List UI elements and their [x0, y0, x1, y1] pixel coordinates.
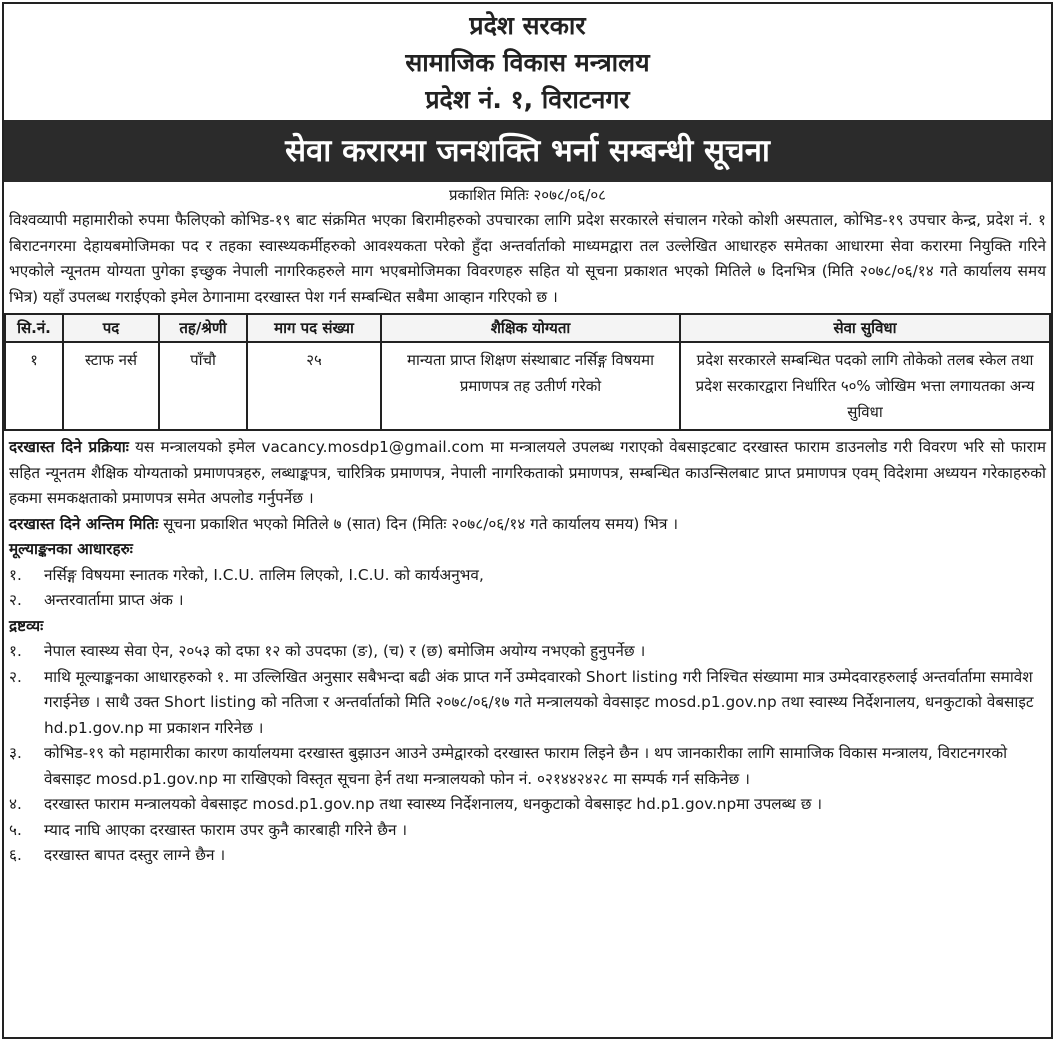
- list-item: [9, 792, 1046, 818]
- item-text: दरखास्त फाराम मन्त्रालयको वेबसाइट mosd.p1.gov.np तथा स्वास्थ्य निर्देशनालय, धनकुटाको वेबसाइट hd.p1.gov.npमा उपलब्ध छ ।: [44, 795, 823, 813]
- item-number: २.: [9, 667, 22, 686]
- item-number: २.: [9, 591, 22, 609]
- list-item: [9, 639, 1046, 665]
- list-item: [9, 588, 1046, 614]
- procedure-label: दरखास्त दिने प्रक्रियाः: [9, 438, 129, 456]
- item-number: ३.: [9, 744, 22, 762]
- cell-sn: १: [5, 342, 63, 430]
- list-item: [9, 843, 1046, 869]
- header-government: प्रदेश सरकार: [469, 11, 586, 40]
- cell-facility: प्रदेश सरकारले सम्बन्धित पदको लागि तोकेको तलब स्केल तथा प्रदेश सरकारद्वारा निर्धारित ५०% जोखिम भत्ता लगायतका अन्य सुविधा: [680, 342, 1050, 430]
- item-number: ६.: [9, 846, 22, 864]
- notes-title: द्रष्टव्यः: [9, 616, 44, 635]
- item-number: १.: [9, 642, 22, 660]
- col-header-qualification: शैक्षिक योग्यता: [381, 314, 680, 342]
- cell-count: २५: [247, 342, 381, 430]
- cell-qualification: मान्यता प्राप्त शिक्षण संस्थाबाट नर्सिङ्ग विषयमा प्रमाणपत्र तह उतीर्ण गरेको: [381, 342, 680, 430]
- table-row: [5, 342, 1050, 430]
- item-text: म्याद नाघि आएका दरखास्त फाराम उपर कुनै कारबाही गरिने छैन ।: [44, 820, 408, 839]
- item-text: अन्तरवार्तामा प्राप्त अंक ।: [44, 591, 184, 609]
- item-text: माथि मूल्याङ्कनका आधारहरुको १. मा उल्लिखित अनुसार सबैभन्दा बढी अंक प्राप्त गर्ने उम्मेदवारको Short listing गरी निश्चित संख्यामा मात्र उम्मेदवारहरुलाई अन्तर्वार्तामा समावेश गराईनेछ । साथै उक्त Short listing को नतिजा र अन्तर्वार्ताको मिति २०७८/०६/१७ गते मन्त्रालयको वेवसाइट mosd.p1.gov.np तथा स्वास्थ्य निर्देशनालय, धनकुटाको वेबसाइट hd.p1.gov.np मा प्रकाशन गरिनेछ ।: [44, 667, 1034, 737]
- item-number: ५.: [9, 820, 22, 839]
- item-text: नर्सिङ्ग विषयमा स्नातक गरेको, I.C.U. तालिम लिएको, I.C.U. को कार्यअनुभव,: [44, 565, 484, 584]
- header-province: प्रदेश नं. १, विराटनगर: [425, 85, 630, 114]
- item-number: १.: [9, 565, 22, 584]
- intro-section: [4, 182, 1051, 310]
- published-label: प्रकाशित मितिः: [449, 186, 529, 204]
- cell-level: पाँचौ: [159, 342, 247, 430]
- item-number: ४.: [9, 795, 22, 813]
- cell-post: स्टाफ नर्स: [63, 342, 159, 430]
- deadline-paragraph: [9, 512, 1046, 538]
- item-text: नेपाल स्वास्थ्य सेवा ऐन, २०५३ को दफा १२ को उपदफा (ङ), (च) र (छ) बमोजिम अयोग्य नभएको हुनुपर्नेछ ।: [44, 642, 646, 660]
- deadline-label: दरखास्त दिने अन्तिम मितिः: [9, 514, 159, 533]
- office-header: [4, 4, 1051, 120]
- details-section: [4, 431, 1051, 869]
- intro-paragraph: विश्वव्यापी महामारीको रुपमा फैलिएको कोभिड-१९ बाट संक्रमित भएका बिरामीहरुको उपचारका लागि प्रदेश सरकारले संचालन गरेको कोशी अस्पताल, कोभिड-१९ उपचार केन्द्र, प्रदेश नं. १ बिराटनगरमा देहायबमोजिमका पद र तहका स्वास्थ्यकर्मीहरुको आवश्यकता परेको हुँदा अन्तर्वार्ताको माध्यमद्वारा तल उल्लेखित आधारहरु समेतका आधारमा सेवा करारमा नियुक्ति गरिने भएकोले न्यूनतम योग्यता पुगेका इच्छुक नेपाली नागरिकहरुले माग भएबमोजिमका विवरणहरु सहित यो सूचना प्रकाशत भएको मितिले ७ दिनभित्र (मिति २०७८/०६/१४ गते कार्यालय समय भित्र) यहाँ उपलब्ध गराईएको इमेल ठेगानामा दरखास्त पेश गर्न सम्बन्धित सबैमा आव्हान गरिएको छ ।: [9, 211, 1046, 306]
- vacancy-table: [4, 313, 1051, 431]
- list-item: [9, 665, 1046, 742]
- published-date: [9, 182, 1046, 208]
- item-text: दरखास्त बापत दस्तुर लाग्ने छैन ।: [44, 846, 226, 864]
- col-header-level: तह/श्रेणी: [159, 314, 247, 342]
- list-item: [9, 818, 1046, 844]
- published-value: २०७८/०६/०८: [533, 186, 606, 204]
- deadline-text: सूचना प्रकाशित भएको मितिले ७ (सात) दिन (मितिः २०७८/०६/१४ गते कार्यालय समय) भित्र ।: [163, 514, 679, 533]
- col-header-facility: सेवा सुविधा: [680, 314, 1050, 342]
- notice-document: [2, 2, 1053, 1039]
- procedure-paragraph: [9, 435, 1046, 512]
- list-item: [9, 741, 1046, 792]
- col-header-sn: सि.नं.: [5, 314, 63, 342]
- notice-title-banner: सेवा करारमा जनशक्ति भर्ना सम्बन्धी सूचना: [4, 120, 1051, 182]
- item-text: कोभिड-१९ को महामारीका कारण कार्यालयमा दरखास्त बुझाउन आउने उम्मेद्वारको दरखास्त फाराम लिइने छैन । थप जानकारीका लागि सामाजिक विकास मन्त्रालय, विराटनगरको वेबसाइट mosd.p1.gov.np मा राखिएको विस्तृत सूचना हेर्न तथा मन्त्रालयको फोन नं. ०२१४४२४२८ मा सम्पर्क गर्न सकिनेछ ।: [44, 744, 1008, 788]
- table-header-row: [5, 314, 1050, 342]
- header-ministry: सामाजिक विकास मन्त्रालय: [405, 48, 650, 77]
- col-header-count: माग पद संख्या: [247, 314, 381, 342]
- procedure-text: यस मन्त्रालयको इमेल vacancy.mosdp1@gmail.com मा मन्त्रालयले उपलब्ध गराएको वेबसाइटबाट दरखास्त फाराम डाउनलोड गरी विवरण भरि सो फाराम सहित न्यूनतम शैक्षिक योग्यताको प्रमाणपत्रहरु, लब्धाङ्कपत्र, चारित्रिक प्रमाणपत्र, नेपाली नागरिकताको प्रमाणपत्र, सम्बन्धित काउन्सिलबाट प्राप्त प्रमाणपत्र एवम् विदेशमा अध्ययन गरेकाहरुको हकमा समकक्षताको प्रमाणपत्र समेत अपलोड गर्नुपर्नेछ ।: [9, 438, 1046, 507]
- evaluation-title: मूल्याङ्कनका आधारहरुः: [9, 540, 133, 558]
- col-header-post: पद: [63, 314, 159, 342]
- list-item: [9, 563, 1046, 589]
